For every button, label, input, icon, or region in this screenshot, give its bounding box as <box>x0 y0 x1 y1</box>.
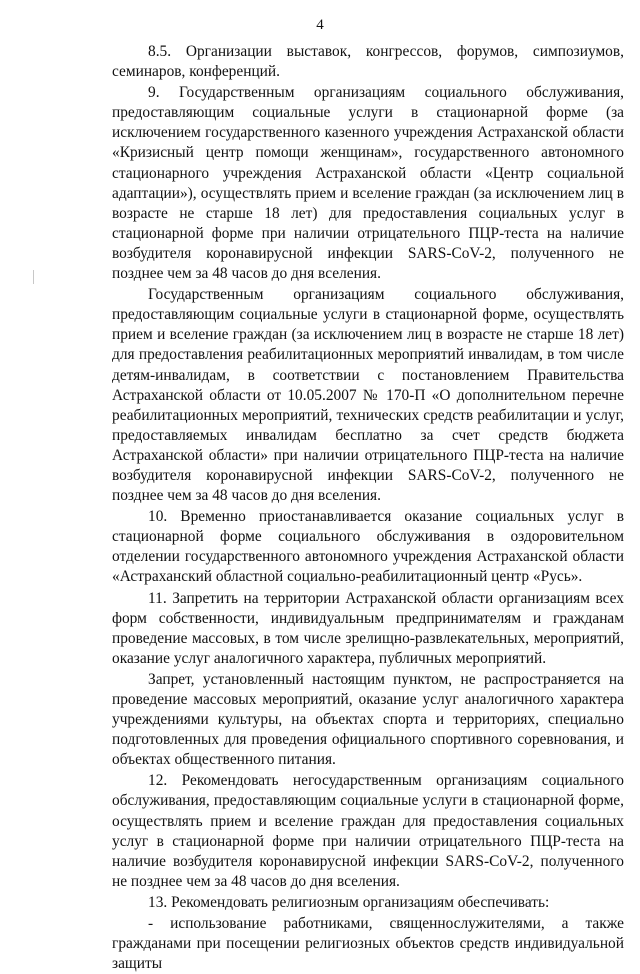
paragraph-9-rehabilitation: Государственным организациям социального обслуживания, предоставляющим социальные услуги в стационарной форме, осуществлять прием и вселение граждан (за исключением лиц в возрасте не старше 18 лет) для предоставления реабилитационных мероприятий инвалидам, в том числе детям-инвалидам, в соответствии с постановлением Правительства Астраханской области от 10.05.2007 № 170-П «О дополнительном перечне реабилитационных мероприятий, технических средств реабилитации и услуг, предоставляемых инвалидам бесплатно за счет средств бюджета Астраханской области» при наличии отрицательного ПЦР-теста на наличие возбудителя коронавирусной инфекции SARS-CoV-2, полученного не позднее чем за 48 часов до дня вселения. <box>112 286 624 505</box>
document-body <box>112 42 624 974</box>
paragraph-13-item: - использование работниками, священнослужителями, а также гражданами при посещении религиозных объектов средств индивидуальной защиты <box>112 915 624 973</box>
paragraph-12: 12. Рекомендовать негосударственным организациям социального обслуживания, предоставляющим социальные услуги в стационарной форме, осуществлять прием и вселение граждан для предоставления социальных услуг в стационарной форме при наличии отрицательного ПЦР-теста на наличие возбудителя коронавирусной инфекции SARS-CoV-2, полученного не позднее чем за 48 часов до дня вселения. <box>112 772 624 890</box>
paragraph-9: 9. Государственным организациям социального обслуживания, предоставляющим социальные услуги в стационарной форме (за исключением государственного казенного учреждения Астраханской области «Кризисный центр помощи женщинам», государственного автономного стационарного учреждения Астраханской области «Центр социальной адаптации»), осуществлять прием и вселение граждан (за исключением лиц в возрасте не старше 18 лет) для предоставления социальных услуг в стационарной форме при наличии отрицательного ПЦР-теста на наличие возбудителя коронавирусной инфекции SARS-CoV-2, полученного не позднее чем за 48 часов до дня вселения. <box>112 84 624 283</box>
paragraph-11: 11. Запретить на территории Астраханской области организациям всех форм собственности, индивидуальным предпринимателям и гражданам проведение массовых, в том числе зрелищно-развлекательных, мероприятий, оказание услуг аналогичного характера, публичных мероприятий. <box>112 589 624 667</box>
paragraph-11-exception: Запрет, установленный настоящим пунктом, не распространяется на проведение массовых мероприятий, оказание услуг аналогичного характера учреждениями культуры, на объектах спорта и территориях, специально подготовленных для проведения официального спортивного соревнования, и объектах общественного питания. <box>112 670 624 769</box>
paragraph-10: 10. Временно приостанавливается оказание социальных услуг в стационарной форме социального обслуживания в оздоровительном отделении государственного автономного учреждения Астраханской области «Астраханский областной социально-реабилитационный центр «Русь». <box>112 508 624 586</box>
page-number: 4 <box>316 17 324 33</box>
paragraph-13: 13. Рекомендовать религиозным организациям обеспечивать: <box>148 893 550 911</box>
margin-mark <box>33 270 34 284</box>
paragraph-8-5: 8.5. Организации выставок, конгрессов, форумов, симпозиумов, семинаров, конференций. <box>112 43 624 81</box>
